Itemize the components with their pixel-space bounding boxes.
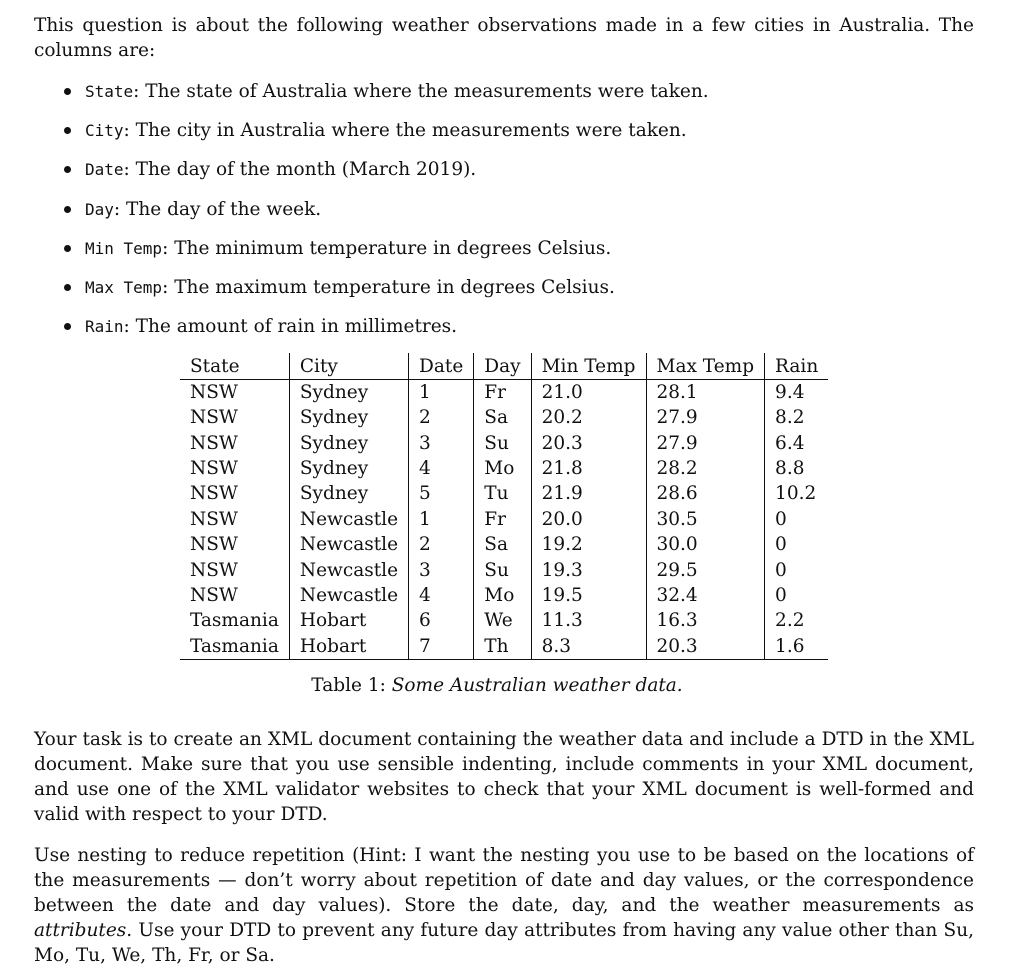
cell-min-temp: 21.8 bbox=[531, 456, 646, 481]
cell-city: Sydney bbox=[289, 481, 408, 506]
cell-state: NSW bbox=[190, 559, 238, 581]
table-row bbox=[180, 379, 828, 405]
cell-rain: 6.4 bbox=[765, 430, 829, 455]
caption-text: Some Australian weather data. bbox=[391, 675, 683, 696]
cell-rain: 9.4 bbox=[765, 379, 829, 405]
nesting-paragraph bbox=[34, 843, 974, 968]
cell-min-temp: 19.3 bbox=[531, 557, 646, 582]
cell-rain: 0 bbox=[765, 532, 829, 557]
cell-max-temp: 16.3 bbox=[646, 608, 765, 633]
cell-day: Tu bbox=[474, 481, 531, 506]
column-description: The state of Australia where the measurements were taken. bbox=[145, 81, 709, 102]
cell-date: 2 bbox=[409, 405, 474, 430]
column-name: City bbox=[85, 121, 124, 141]
table-row bbox=[180, 405, 828, 430]
attributes-emphasis: attributes bbox=[34, 920, 127, 941]
cell-state: NSW bbox=[190, 508, 238, 530]
list-item: Day: The day of the week. bbox=[64, 197, 974, 222]
cell-state: NSW bbox=[190, 458, 238, 480]
cell-state: NSW bbox=[190, 381, 238, 403]
cell-day: Fr bbox=[474, 379, 531, 405]
cell-state: Tasmania bbox=[180, 634, 289, 660]
list-item: Max Temp: The maximum temperature in degrees Celsius. bbox=[64, 275, 974, 300]
cell-date: 4 bbox=[409, 583, 474, 608]
header-max-temp: Max Temp bbox=[646, 353, 765, 379]
cell-date: 3 bbox=[409, 557, 474, 582]
column-description: The city in Australia where the measurements were taken. bbox=[135, 120, 687, 142]
table-row bbox=[180, 507, 828, 532]
cell-day: Sa bbox=[474, 405, 531, 430]
cell-max-temp: 20.3 bbox=[646, 634, 765, 660]
cell-city: Sydney bbox=[289, 430, 408, 455]
list-item: Rain: The amount of rain in millimetres. bbox=[64, 314, 974, 339]
header-rain: Rain bbox=[765, 353, 829, 379]
cell-max-temp: 27.9 bbox=[646, 430, 765, 455]
cell-day: Mo bbox=[474, 456, 531, 481]
cell-date: 1 bbox=[409, 379, 474, 405]
column-description: The day of the week. bbox=[126, 198, 322, 220]
cell-state: NSW bbox=[190, 407, 238, 429]
cell-date: 2 bbox=[409, 532, 474, 557]
caption-label: Table 1: bbox=[311, 675, 386, 696]
cell-min-temp: 20.2 bbox=[531, 405, 646, 430]
cell-state: NSW bbox=[190, 534, 238, 556]
column-description: The maximum temperature in degrees Celsius. bbox=[174, 276, 615, 298]
cell-min-temp: 20.0 bbox=[531, 507, 646, 532]
column-description: The day of the month (March 2019). bbox=[135, 159, 477, 181]
table-row bbox=[180, 608, 828, 633]
task-paragraph: Your task is to create an XML document containing the weather data and include a DTD in the XML document. Make sure that you use sensible indenting, include comments in your XML document, and use one of the XML validator websites to check that your XML document is well-formed and valid with respect to your DTD. bbox=[34, 729, 974, 825]
cell-rain: 0 bbox=[765, 507, 829, 532]
cell-city: Newcastle bbox=[289, 532, 408, 557]
cell-rain: 8.2 bbox=[765, 405, 829, 430]
header-day: Day bbox=[474, 353, 531, 379]
cell-city: Sydney bbox=[289, 405, 408, 430]
column-name: Max Temp bbox=[85, 277, 163, 297]
cell-date: 7 bbox=[409, 634, 474, 660]
column-name: Min Temp bbox=[85, 238, 163, 258]
cell-min-temp: 21.0 bbox=[531, 379, 646, 405]
cell-state: NSW bbox=[190, 432, 238, 454]
nesting-text-part1: Use nesting to reduce repetition (Hint: I want the nesting you use to be based on the locations of the measurements — don’t worry about repetition of date and day values, or the correspondence between the date and day values). Store the date, day, and the weather measurements as bbox=[34, 845, 974, 916]
cell-city: Hobart bbox=[289, 608, 408, 633]
cell-date: 6 bbox=[409, 608, 474, 633]
cell-day: Mo bbox=[474, 583, 531, 608]
column-description: The minimum temperature in degrees Celsius. bbox=[174, 237, 612, 259]
table-row bbox=[180, 456, 828, 481]
table-row bbox=[180, 583, 828, 608]
list-item: City: The city in Australia where the measurements were taken. bbox=[64, 118, 974, 143]
cell-min-temp: 19.2 bbox=[531, 532, 646, 557]
cell-city: Sydney bbox=[289, 379, 408, 405]
cell-rain: 8.8 bbox=[765, 456, 829, 481]
cell-min-temp: 20.3 bbox=[531, 430, 646, 455]
table-row bbox=[180, 532, 828, 557]
cell-max-temp: 32.4 bbox=[646, 583, 765, 608]
column-description: The amount of rain in millimetres. bbox=[135, 316, 458, 338]
cell-rain: 2.2 bbox=[765, 608, 829, 633]
table-row bbox=[180, 430, 828, 455]
cell-date: 1 bbox=[409, 507, 474, 532]
weather-table-container bbox=[34, 353, 974, 660]
cell-max-temp: 29.5 bbox=[646, 557, 765, 582]
column-name: Rain bbox=[85, 317, 124, 337]
cell-rain: 0 bbox=[765, 557, 829, 582]
cell-date: 4 bbox=[409, 456, 474, 481]
list-item: Min Temp: The minimum temperature in degrees Celsius. bbox=[64, 236, 974, 261]
cell-date: 3 bbox=[409, 430, 474, 455]
weather-table bbox=[180, 353, 828, 660]
cell-day: Fr bbox=[474, 507, 531, 532]
cell-max-temp: 28.2 bbox=[646, 456, 765, 481]
cell-max-temp: 27.9 bbox=[646, 405, 765, 430]
column-name: State bbox=[85, 82, 134, 101]
cell-city: Newcastle bbox=[289, 507, 408, 532]
header-state: State bbox=[180, 353, 289, 379]
cell-rain: 1.6 bbox=[765, 634, 829, 660]
list-item: State: The state of Australia where the measurements were taken. bbox=[64, 79, 974, 104]
cell-date: 5 bbox=[409, 481, 474, 506]
cell-rain: 10.2 bbox=[765, 481, 829, 506]
table-row bbox=[180, 634, 828, 660]
intro-paragraph: This question is about the following weather observations made in a few cities in Australia. The columns are: bbox=[34, 15, 974, 61]
cell-min-temp: 21.9 bbox=[531, 481, 646, 506]
cell-day: We bbox=[474, 608, 531, 633]
nesting-text-part2: . Use your DTD to prevent any future day attributes from having any value other than Su, Mo, Tu, We, Th, Fr, or Sa. bbox=[34, 920, 974, 966]
cell-city: Newcastle bbox=[289, 583, 408, 608]
cell-state: NSW bbox=[190, 483, 238, 505]
cell-day: Su bbox=[474, 557, 531, 582]
table-caption bbox=[34, 675, 974, 696]
cell-state: Tasmania bbox=[190, 610, 279, 632]
list-item: Date: The day of the month (March 2019). bbox=[64, 157, 974, 182]
cell-min-temp: 19.5 bbox=[531, 583, 646, 608]
cell-city: Hobart bbox=[289, 634, 408, 660]
cell-max-temp: 28.1 bbox=[646, 379, 765, 405]
column-list bbox=[34, 79, 974, 339]
table-row bbox=[180, 481, 828, 506]
cell-max-temp: 30.5 bbox=[646, 507, 765, 532]
table-row bbox=[180, 557, 828, 582]
cell-day: Sa bbox=[474, 532, 531, 557]
cell-max-temp: 30.0 bbox=[646, 532, 765, 557]
cell-state: NSW bbox=[190, 585, 238, 607]
table-header-row bbox=[180, 353, 828, 379]
header-min-temp: Min Temp bbox=[531, 353, 646, 379]
cell-day: Su bbox=[474, 430, 531, 455]
cell-min-temp: 11.3 bbox=[531, 608, 646, 633]
header-city: City bbox=[289, 353, 408, 379]
cell-rain: 0 bbox=[765, 583, 829, 608]
cell-day: Th bbox=[474, 634, 531, 660]
column-name: Date bbox=[85, 160, 124, 180]
column-name: Day bbox=[85, 199, 114, 219]
cell-max-temp: 28.6 bbox=[646, 481, 765, 506]
cell-min-temp: 8.3 bbox=[531, 634, 646, 660]
cell-city: Sydney bbox=[289, 456, 408, 481]
cell-city: Newcastle bbox=[289, 557, 408, 582]
header-date: Date bbox=[409, 353, 474, 379]
